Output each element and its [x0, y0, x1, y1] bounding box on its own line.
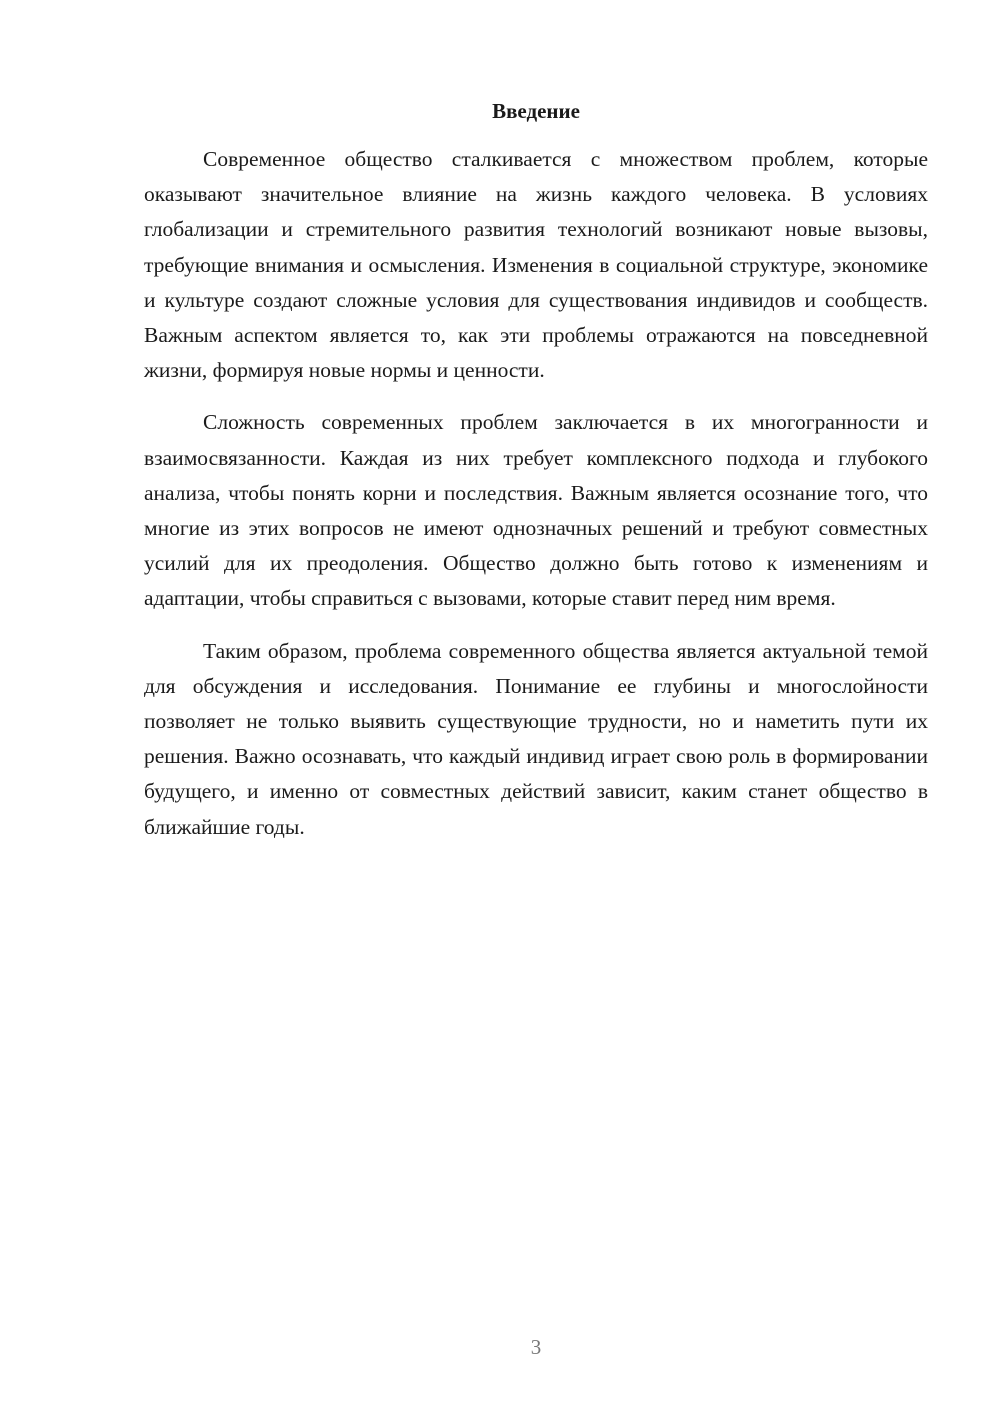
section-title: Введение: [492, 99, 580, 123]
paragraph: Современное общество сталкивается с множеством проблем, которые оказывают значительное влияние на жизнь каждого человека. В условиях глобализации и стремительного развития технологий возникают новые вызовы, требующие внимания и осмысления. Изменения в социальной структуре, экономике и культуре создают сложные условия для существования индивидов и сообществ. Важным аспектом является то, как эти проблемы отражаются на повседневной жизни, формируя новые нормы и ценности.: [144, 147, 928, 383]
paragraph: Таким образом, проблема современного общества является актуальной темой для обсуждения и исследования. Понимание ее глубины и многослойности позволяет не только выявить существующие трудности, но и наметить пути их решения. Важно осознавать, что каждый индивид играет свою роль в формировании будущего, и именно от совместных действий зависит, каким станет общество в ближайшие годы.: [144, 638, 928, 839]
body-text: [144, 142, 928, 862]
page-number: 3: [530, 1335, 542, 1359]
paragraph: Сложность современных проблем заключается в их многогранности и взаимосвязанности. Каждая из них требует комплексного подхода и глубокого анализа, чтобы понять корни и последствия. Важным является осознание того, что многие из этих вопросов не имеют однозначных решений и требуют совместных усилий для их преодоления. Общество должно быть готово к изменениям и адаптации, чтобы справиться с вызовами, которые ставит перед ним время.: [144, 410, 928, 611]
